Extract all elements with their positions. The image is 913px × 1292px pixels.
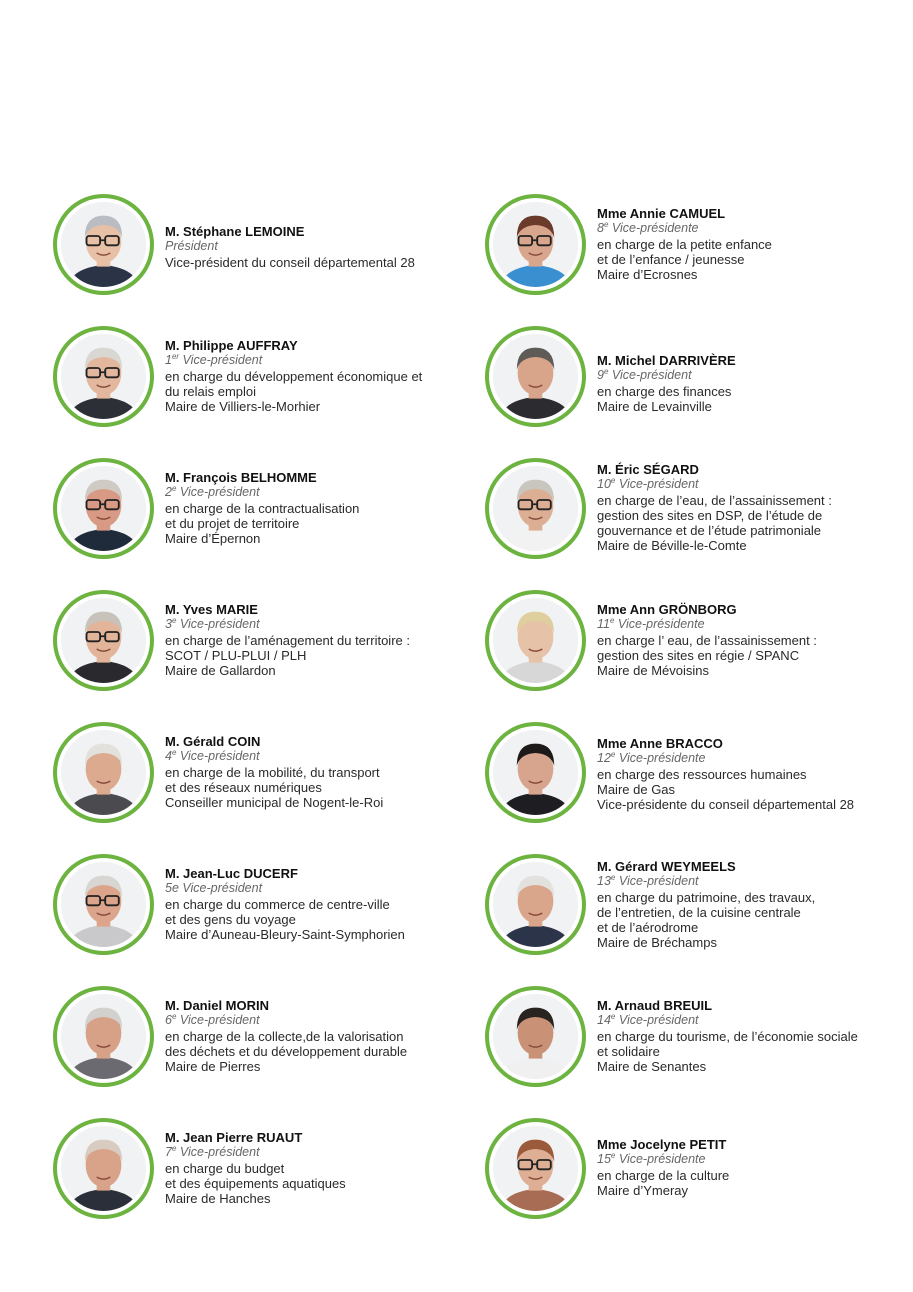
portrait-photo <box>493 598 578 683</box>
member-detail-line: Conseiller municipal de Nogent-le-Roi <box>165 795 384 811</box>
member-name: M. Arnaud BREUIL <box>597 998 713 1013</box>
member-entry-weymeels <box>485 854 905 954</box>
member-detail-line: du relais emploi <box>165 383 257 399</box>
member-detail-line: des déchets et du développement durable <box>165 1043 408 1059</box>
member-role <box>165 749 383 764</box>
member-detail-line: en charge du budget <box>165 1160 285 1176</box>
member-detail-line: et des gens du voyage <box>165 911 296 927</box>
portrait-photo <box>61 730 146 815</box>
member-role <box>597 617 817 632</box>
member-details <box>597 602 817 678</box>
member-details <box>165 866 405 942</box>
portrait-photo <box>493 334 578 419</box>
role-title: Vice-président <box>615 1013 699 1028</box>
role-ordinal-suffix: e <box>610 750 616 760</box>
role-number: 11 <box>597 617 610 632</box>
member-avatar <box>53 194 154 295</box>
member-detail-line: en charge de la mobilité, du transport <box>165 764 380 780</box>
portrait-photo <box>61 598 146 683</box>
member-details <box>165 998 407 1074</box>
member-detail-line: en charge des finances <box>597 383 732 399</box>
member-avatar <box>53 590 154 691</box>
member-name: M. Michel DARRIVÈRE <box>597 353 736 368</box>
member-entry-marie <box>53 590 473 690</box>
role-ordinal-suffix: e <box>171 1144 177 1154</box>
member-details <box>165 470 359 546</box>
member-detail-line: gestion des sites en DSP, de l’étude de <box>597 507 823 523</box>
role-number: 2 <box>165 485 172 500</box>
member-role <box>165 617 410 632</box>
role-ordinal-suffix: e <box>609 616 615 626</box>
member-name: M. Philippe AUFFRAY <box>165 338 298 353</box>
member-entry-breuil <box>485 986 905 1086</box>
member-role <box>597 1013 858 1028</box>
member-role <box>165 485 359 500</box>
member-name: M. Jean-Luc DUCERF <box>165 866 298 881</box>
role-title: Vice-président <box>176 1013 260 1028</box>
portrait-photo <box>61 994 146 1079</box>
member-detail-line: Maire d’Épernon <box>165 531 261 547</box>
role-title: Président <box>165 239 218 254</box>
member-detail-line: de l’entretien, de la cuisine centrale <box>597 904 801 920</box>
role-ordinal-suffix: e <box>610 1151 616 1161</box>
portrait-photo <box>493 466 578 551</box>
role-ordinal-suffix: e <box>610 1012 616 1022</box>
role-title: Vice-président <box>615 874 699 889</box>
member-name: M. Gérard WEYMEELS <box>597 859 736 874</box>
member-role <box>165 1013 407 1028</box>
member-detail-line: et du projet de territoire <box>165 515 300 531</box>
member-detail-line: Maire de Hanches <box>165 1191 271 1207</box>
member-avatar <box>53 854 154 955</box>
member-entry-lemoine <box>53 194 473 294</box>
member-detail-line: en charge du tourisme, de l’économie sociale <box>597 1028 858 1044</box>
role-title: Vice-présidente <box>614 617 705 632</box>
role-number: 4 <box>165 749 172 764</box>
member-name: M. Éric SÉGARD <box>597 462 699 477</box>
member-detail-line: en charge de la contractualisation <box>165 500 360 516</box>
role-ordinal-suffix: e <box>603 220 609 230</box>
member-avatar <box>485 194 586 295</box>
member-avatar <box>53 1118 154 1219</box>
member-entry-auffray <box>53 326 473 426</box>
member-role <box>597 221 772 236</box>
member-detail-line: en charge de l’eau, de l’assainissement : <box>597 492 832 508</box>
member-details <box>597 1137 729 1198</box>
role-title: Vice-présidente <box>615 1152 706 1167</box>
member-avatar <box>485 326 586 427</box>
member-avatar <box>53 722 154 823</box>
member-avatar <box>485 854 586 955</box>
role-title: Vice-président <box>176 749 260 764</box>
member-avatar <box>485 590 586 691</box>
member-details <box>165 734 383 810</box>
role-number: 13 <box>597 874 611 889</box>
member-detail-line: et de l’enfance / jeunesse <box>597 251 745 267</box>
role-ordinal-suffix: e <box>171 1012 177 1022</box>
member-detail-line: en charge du développement économique et <box>165 368 423 384</box>
member-detail-line: gestion des sites en régie / SPANC <box>597 647 800 663</box>
member-detail-line: en charge de l’aménagement du territoire : <box>165 632 410 648</box>
member-entry-camuel <box>485 194 905 294</box>
member-details <box>597 462 832 554</box>
member-entry-darrivere <box>485 326 905 426</box>
portrait-photo <box>493 202 578 287</box>
member-detail-line: Maire de Bréchamps <box>597 935 717 951</box>
member-detail-line: en charge de la collecte,de la valorisation <box>165 1028 404 1044</box>
role-ordinal-suffix: e <box>610 476 616 486</box>
role-title: Vice-président <box>176 1145 260 1160</box>
member-detail-line: Maire de Béville-le-Comte <box>597 538 747 554</box>
member-details <box>597 998 858 1074</box>
member-details <box>165 338 422 414</box>
role-number: 15 <box>597 1152 611 1167</box>
member-detail-line: gouvernance et de l’étude patrimoniale <box>597 523 822 539</box>
member-detail-line: Maire d’Auneau-Bleury-Saint-Symphorien <box>165 927 405 943</box>
member-avatar <box>53 326 154 427</box>
portrait-photo <box>61 466 146 551</box>
role-number: 9 <box>597 368 604 383</box>
member-role <box>597 477 832 492</box>
member-detail-line: Vice-présidente du conseil départemental 28 <box>597 797 855 813</box>
member-detail-line: en charge l’ eau, de l’assainissement : <box>597 632 817 648</box>
member-avatar <box>485 1118 586 1219</box>
member-detail-line: en charge du commerce de centre-ville <box>165 896 390 912</box>
member-detail-line: Vice-président du conseil départemental 28 <box>165 254 415 270</box>
member-entry-ruaut <box>53 1118 473 1218</box>
member-role <box>165 881 405 896</box>
member-details <box>597 353 736 414</box>
member-detail-line: Maire de Pierres <box>165 1059 261 1075</box>
member-detail-line: et de l’aérodrome <box>597 920 699 936</box>
member-detail-line: en charge des ressources humaines <box>597 766 807 782</box>
portrait-photo <box>493 1126 578 1211</box>
member-entry-ducerf <box>53 854 473 954</box>
member-detail-line: Maire de Gallardon <box>165 663 276 679</box>
member-name: M. Jean Pierre RUAUT <box>165 1130 303 1145</box>
role-ordinal-suffix: e <box>171 616 177 626</box>
member-detail-line: Maire d’Ymeray <box>597 1182 689 1198</box>
role-number: 1 <box>165 353 172 368</box>
member-name: M. Daniel MORIN <box>165 998 270 1013</box>
role-ordinal-suffix: e <box>171 748 177 758</box>
member-role <box>597 368 736 383</box>
role-title: Vice-président <box>176 617 260 632</box>
member-details <box>597 206 772 282</box>
member-entry-petit <box>485 1118 905 1218</box>
member-entry-bracco <box>485 722 905 822</box>
role-number: 12 <box>597 751 611 766</box>
role-ordinal-suffix: e <box>603 367 609 377</box>
role-title: 5e Vice-président <box>165 881 263 896</box>
role-ordinal-suffix: e <box>610 873 616 883</box>
portrait-photo <box>61 862 146 947</box>
member-detail-line: en charge du patrimoine, des travaux, <box>597 889 816 905</box>
member-role <box>597 1152 729 1167</box>
role-title: Vice-président <box>608 368 692 383</box>
member-entry-belhomme <box>53 458 473 558</box>
member-name: Mme Annie CAMUEL <box>597 206 726 221</box>
role-ordinal-suffix: e <box>171 484 177 494</box>
role-number: 8 <box>597 221 604 236</box>
member-details <box>165 602 410 678</box>
member-avatar <box>485 986 586 1087</box>
portrait-photo <box>493 862 578 947</box>
member-avatar <box>53 986 154 1087</box>
member-role <box>597 751 854 766</box>
member-detail-line: en charge de la culture <box>597 1167 730 1183</box>
member-role <box>165 239 415 254</box>
portrait-photo <box>61 1126 146 1211</box>
member-role <box>597 874 815 889</box>
role-title: Vice-présidente <box>608 221 699 236</box>
member-details <box>597 859 815 951</box>
portrait-photo <box>61 334 146 419</box>
member-avatar <box>485 722 586 823</box>
role-number: 6 <box>165 1013 172 1028</box>
member-details <box>165 224 415 270</box>
role-title: Vice-président <box>179 353 263 368</box>
member-detail-line: Maire de Villiers-le-Morhier <box>165 399 321 415</box>
member-entry-coin <box>53 722 473 822</box>
member-detail-line: et des équipements aquatiques <box>165 1175 346 1191</box>
member-details <box>165 1130 346 1206</box>
member-detail-line: et solidaire <box>597 1043 660 1059</box>
member-detail-line: Maire d’Ecrosnes <box>597 267 698 283</box>
member-detail-line: SCOT / PLU-PLUI / PLH <box>165 647 307 663</box>
member-avatar <box>53 458 154 559</box>
role-number: 10 <box>597 477 611 492</box>
role-title: Vice-présidente <box>615 751 706 766</box>
member-avatar <box>485 458 586 559</box>
member-role <box>165 353 422 368</box>
member-detail-line: Maire de Gas <box>597 781 676 797</box>
member-name: M. Stéphane LEMOINE <box>165 224 305 239</box>
role-number: 14 <box>597 1013 611 1028</box>
member-detail-line: en charge de la petite enfance <box>597 236 772 252</box>
portrait-photo <box>493 994 578 1079</box>
member-details <box>597 736 854 812</box>
role-number: 3 <box>165 617 172 632</box>
member-detail-line: Maire de Levainville <box>597 398 712 414</box>
role-title: Vice-président <box>615 477 699 492</box>
member-name: Mme Ann GRÖNBORG <box>597 602 737 617</box>
member-entry-gronborg <box>485 590 905 690</box>
role-number: 7 <box>165 1145 172 1160</box>
member-name: Mme Anne BRACCO <box>597 736 723 751</box>
role-ordinal-suffix: er <box>171 352 180 362</box>
member-role <box>165 1145 346 1160</box>
member-name: M. Gérald COIN <box>165 734 261 749</box>
portrait-photo <box>493 730 578 815</box>
role-title: Vice-président <box>176 485 260 500</box>
member-name: M. Yves MARIE <box>165 602 258 617</box>
member-detail-line: Maire de Senantes <box>597 1059 707 1075</box>
member-name: M. François BELHOMME <box>165 470 317 485</box>
portrait-photo <box>61 202 146 287</box>
member-entry-segard <box>485 458 905 558</box>
member-name: Mme Jocelyne PETIT <box>597 1137 727 1152</box>
member-entry-morin <box>53 986 473 1086</box>
member-detail-line: et des réseaux numériques <box>165 779 322 795</box>
member-detail-line: Maire de Mévoisins <box>597 663 709 679</box>
